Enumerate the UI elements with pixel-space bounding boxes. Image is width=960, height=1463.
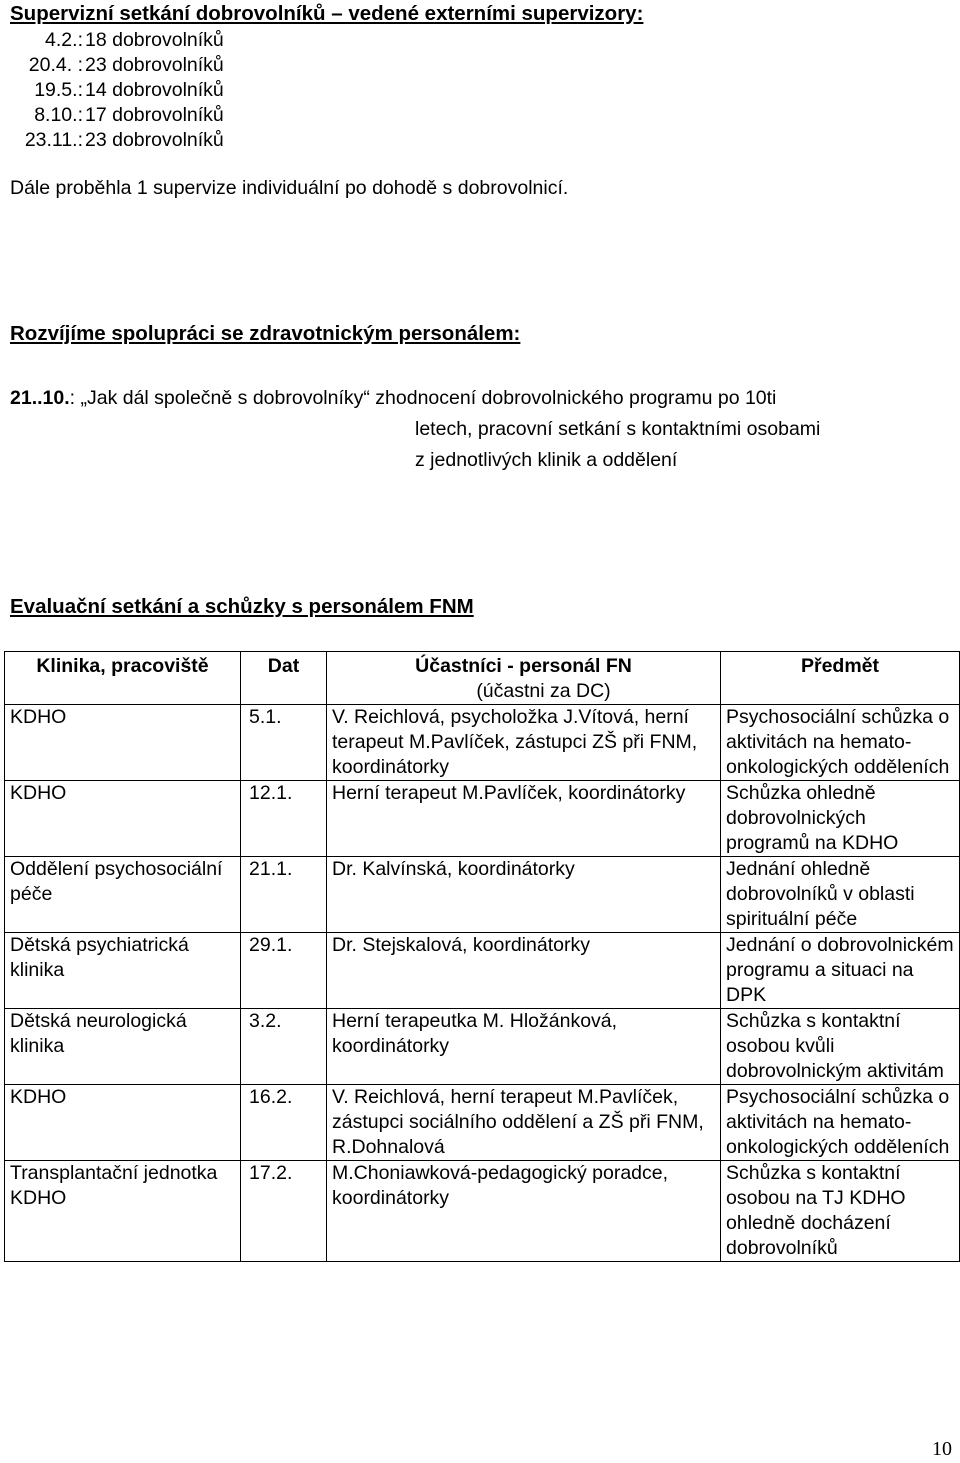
evaluation-heading: Evaluační setkání a schůzky s personálem FNM — [10, 595, 474, 618]
header-participants-sub: (účastni za DC) — [476, 680, 611, 702]
item-value: 14 dobrovolníků — [85, 79, 224, 101]
cell-participants: V. Reichlová, psycholožka J.Vítová, herní terapeut M.Pavlíček, zástupci ZŠ při FNM, koordinátorky — [327, 705, 721, 781]
item-date: 4.2.: — [45, 29, 83, 51]
cell-clinic: Dětská neurologická klinika — [5, 1009, 241, 1085]
header-clinic: Klinika, pracoviště — [5, 652, 241, 705]
header-participants: Účastníci - personál FN (účastni za DC) — [327, 652, 721, 705]
cell-participants: Herní terapeut M.Pavlíček, koordinátorky — [327, 781, 721, 857]
supervision-list — [10, 28, 224, 153]
cell-subject: Schůzka ohledně dobrovolnických programů na KDHO — [721, 781, 960, 857]
cell-participants: Dr. Kalvínská, koordinátorky — [327, 857, 721, 933]
table-row — [5, 1085, 960, 1161]
list-item — [10, 103, 224, 128]
table-row — [5, 857, 960, 933]
header-subject: Předmět — [721, 652, 960, 705]
cell-subject: Schůzka s kontaktní osobou na TJ KDHO ohledně docházení dobrovolníků — [721, 1161, 960, 1262]
cell-subject: Jednání o dobrovolnickém programu a situaci na DPK — [721, 933, 960, 1009]
cell-clinic: Transplantační jednotka KDHO — [5, 1161, 241, 1262]
cell-date: 12.1. — [241, 781, 327, 857]
table-row — [5, 705, 960, 781]
table-row — [5, 781, 960, 857]
item-date: 23.11.: — [24, 129, 83, 151]
list-item — [10, 53, 224, 78]
cell-date: 21.1. — [241, 857, 327, 933]
item-date: 19.5.: — [34, 79, 83, 101]
meeting-paragraph — [10, 383, 820, 476]
cell-subject: Psychosociální schůzka o aktivitách na hemato-onkologických odděleních — [721, 1085, 960, 1161]
list-item — [10, 128, 224, 153]
cell-date: 16.2. — [241, 1085, 327, 1161]
cell-subject: Jednání ohledně dobrovolníků v oblasti spirituální péče — [721, 857, 960, 933]
cell-participants: M.Choniawková-pedagogický poradce, koordinátorky — [327, 1161, 721, 1262]
evaluation-table — [4, 651, 960, 1262]
cell-participants: V. Reichlová, herní terapeut M.Pavlíček, zástupci sociálního oddělení a ZŠ při FNM, R.Dohnalová — [327, 1085, 721, 1161]
list-item — [10, 78, 224, 103]
item-date: 8.10.: — [34, 104, 83, 126]
individual-supervision-note: Dále proběhla 1 supervize individuální po dohodě s dobrovolnicí. — [10, 177, 569, 199]
table-row — [5, 1009, 960, 1085]
list-item — [10, 28, 224, 53]
meeting-text-cont: letech, pracovní setkání s kontaktními osobami — [415, 418, 821, 440]
item-date: 20.4. : — [28, 54, 83, 76]
cell-date: 5.1. — [241, 705, 327, 781]
cell-participants: Dr. Stejskalová, koordinátorky — [327, 933, 721, 1009]
supervision-heading: Supervizní setkání dobrovolníků – vedené externími supervizory: — [10, 2, 644, 25]
cell-subject: Psychosociální schůzka o aktivitách na hemato-onkologických odděleních — [721, 705, 960, 781]
cell-clinic: KDHO — [5, 1085, 241, 1161]
header-date: Dat — [241, 652, 327, 705]
table-header-row — [5, 652, 960, 705]
cell-clinic: Oddělení psychosociální péče — [5, 857, 241, 933]
cell-clinic: KDHO — [5, 781, 241, 857]
cell-date: 29.1. — [241, 933, 327, 1009]
cell-participants: Herní terapeutka M. Hložánková, koordinátorky — [327, 1009, 721, 1085]
cell-clinic: Dětská psychiatrická klinika — [5, 933, 241, 1009]
meeting-text-cont: z jednotlivých klinik a oddělení — [415, 449, 678, 471]
meeting-date: 21..10. — [10, 387, 70, 409]
cell-date: 3.2. — [241, 1009, 327, 1085]
table-row — [5, 1161, 960, 1262]
cell-clinic: KDHO — [5, 705, 241, 781]
item-value: 17 dobrovolníků — [85, 104, 224, 126]
page-number: 10 — [932, 1438, 952, 1460]
item-value: 23 dobrovolníků — [85, 129, 224, 151]
meeting-text: : „Jak dál společně s dobrovolníky“ zhodnocení dobrovolnického programu po 10ti — [69, 387, 777, 409]
cell-date: 17.2. — [241, 1161, 327, 1262]
collaboration-heading: Rozvíjíme spolupráci se zdravotnickým personálem: — [10, 322, 521, 345]
item-value: 23 dobrovolníků — [85, 54, 224, 76]
cell-subject: Schůzka s kontaktní osobou kvůli dobrovolnickým aktivitám — [721, 1009, 960, 1085]
item-value: 18 dobrovolníků — [85, 29, 224, 51]
table-row — [5, 933, 960, 1009]
